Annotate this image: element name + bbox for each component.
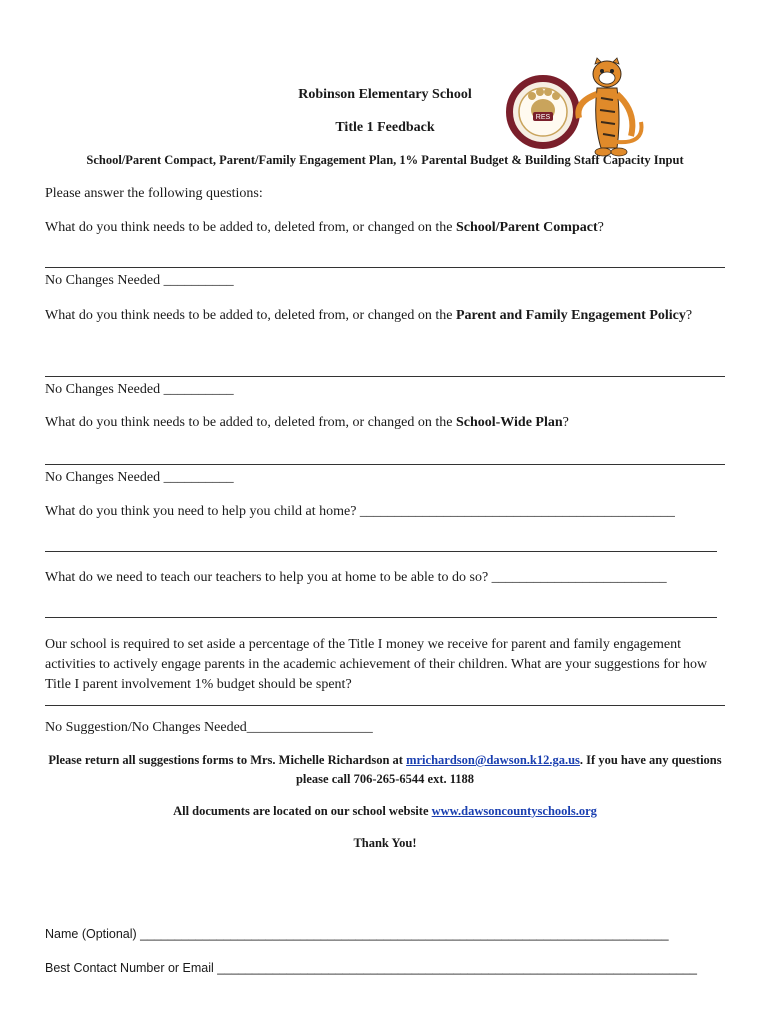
no-suggestion[interactable]: No Suggestion/No Changes Needed__________________ — [45, 720, 373, 735]
form-title: Title 1 Feedback — [335, 120, 435, 135]
question-1: What do you think needs to be added to, deleted from, or changed on the School/Parent Compact? — [45, 220, 604, 235]
question-3: What do you think needs to be added to, deleted from, or changed on the School-Wide Plan? — [45, 415, 569, 430]
logo-text: RES — [535, 114, 551, 121]
return-note: Please return all suggestions forms to Mrs. Michelle Richardson at mrichardson@dawson.k12.ga.us. If you have any questions please call 706-265-6544 ext. 1188 — [48, 753, 722, 786]
question-4: What do you think you need to help you child at home? _____________________________________________ — [45, 504, 675, 519]
answer-line-5[interactable] — [45, 617, 717, 618]
email-link[interactable]: mrichardson@dawson.k12.ga.us — [406, 753, 580, 767]
name-field[interactable]: Name (Optional) ____________________________________________________________________________ — [45, 927, 669, 941]
answer-line-1[interactable] — [45, 267, 725, 268]
question-6: Our school is required to set aside a percentage of the Title I money we receive for parent and family engagement activities to actively engage parents in the academic achievement of their children. What are your suggestions for how Title I parent involvement 1% budget should be spent? — [45, 637, 708, 692]
answer-line-4[interactable] — [45, 551, 717, 552]
question-2: What do you think needs to be added to, deleted from, or changed on the Parent and Family Engagement Policy? — [45, 308, 693, 323]
thank-you: Thank You! — [353, 836, 417, 850]
school-name: Robinson Elementary School — [298, 87, 472, 102]
contact-field[interactable]: Best Contact Number or Email _____________________________________________________________________ — [45, 961, 697, 975]
intro-text: Please answer the following questions: — [45, 186, 263, 201]
question-5: What do we need to teach our teachers to help you at home to be able to do so? _________________________ — [45, 570, 667, 585]
answer-line-6[interactable] — [45, 705, 725, 706]
no-changes-3[interactable]: No Changes Needed __________ — [45, 470, 234, 485]
no-changes-1[interactable]: No Changes Needed __________ — [45, 273, 234, 288]
form-subtitle: School/Parent Compact, Parent/Family Engagement Plan, 1% Parental Budget & Building Staff Capacity Input — [86, 153, 684, 167]
website-link[interactable]: www.dawsoncountyschools.org — [431, 804, 597, 818]
answer-line-3[interactable] — [45, 464, 725, 465]
no-changes-2[interactable]: No Changes Needed __________ — [45, 382, 234, 397]
website-note: All documents are located on our school website www.dawsoncountyschools.org — [173, 804, 597, 818]
answer-line-2[interactable] — [45, 376, 725, 377]
